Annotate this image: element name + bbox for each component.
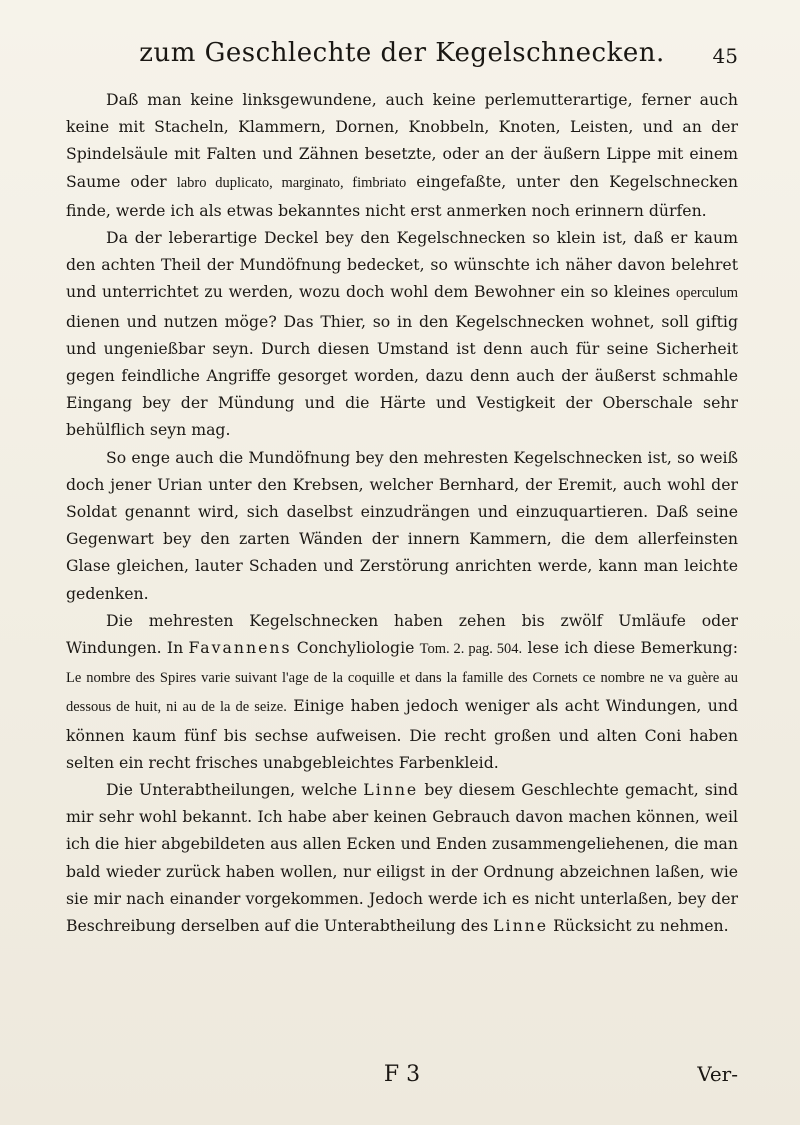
running-title: zum Geschlechte der Kegelschnecken. bbox=[139, 38, 665, 68]
paragraph-4-text-c: lese ich diese Bemerkung: bbox=[522, 638, 738, 658]
paragraph-2 bbox=[66, 224, 738, 444]
body-text bbox=[66, 86, 738, 939]
paragraph-4-author: Favannens bbox=[188, 638, 292, 658]
paragraph-2-text-a: Da der leberartige Deckel bey den Kegelschnecken so klein ist, daß er kaum den achten Theil der Mundöfnung bedecket, so wünschte ich näher davon belehret und unterrichtet zu werden, wozu doch wohl dem Bewohner ein so kleines bbox=[66, 228, 738, 302]
paragraph-1-latin: labro duplicato, marginato, fimbriato bbox=[176, 174, 407, 191]
paragraph-4-reference: Tom. 2. pag. 504. bbox=[419, 641, 523, 658]
paragraph-1 bbox=[66, 86, 738, 224]
paragraph-5-text-a: Die Unterabtheilungen, welche bbox=[106, 780, 364, 800]
paragraph-2-text-b: dienen und nutzen möge? Das Thier, so in den Kegelschnecken wohnet, soll giftig und ungenießbar seyn. Durch diesen Umstand ist denn auch für seine Sicherheit gegen feindliche Angriffe gesorget worden, dazu denn auch der äußerst schmahle Eingang bey der Mündung und die Härte und Vestigkeit der Oberschale sehr behülflich seyn mag. bbox=[66, 311, 738, 440]
paragraph-3 bbox=[66, 444, 738, 607]
page-number: 45 bbox=[712, 44, 738, 68]
paragraph-5-author-2: Linne bbox=[493, 916, 549, 936]
paragraph-4-text-d: Einige haben jedoch weniger als acht Windungen, und können kaum fünf bis sechse aufweisen. Die recht großen und alten Coni haben selten ein recht frisches unabgebleichtes Farbenkleid. bbox=[66, 696, 738, 772]
paragraph-4-text-a: Die mehresten Kegelschnecken haben zehen bis zwölf Umläufe oder Windungen. In bbox=[66, 610, 738, 658]
page-header bbox=[66, 38, 738, 78]
catchword: Ver- bbox=[697, 1062, 738, 1086]
signature-mark: F 3 bbox=[383, 1062, 421, 1087]
paragraph-5-author: Linne bbox=[363, 780, 419, 800]
paragraph-5-text-b: bey diesem Geschlechte gemacht, sind mir sehr wohl bekannt. Ich habe aber keinen Gebrauch davon machen können, weil ich die hier abgebildeten aus allen Ecken und Enden zusammengeliehenen, die man bald wieder zurück haben wollen, nur eiligst in der Ordnung abzeichnen laßen, wie sie mir nach einander vorgekommen. Jedoch werde ich es nicht unterlaßen, bey der Beschreibung derselben auf die Unterabtheilung des bbox=[66, 780, 738, 936]
paragraph-5-text-c: Rücksicht zu nehmen. bbox=[548, 916, 729, 936]
paragraph-4 bbox=[66, 607, 738, 776]
page-footer bbox=[66, 1062, 738, 1098]
paragraph-2-latin: operculum bbox=[675, 285, 738, 302]
paragraph-4-quote: Le nombre des Spires varie suivant l'age de la coquille et dans la famille des Cornets ce nombre ne va guère au dessous de huit, ni au de la de seize. bbox=[66, 670, 738, 716]
paragraph-3-text: So enge auch die Mundöfnung bey den mehresten Kegelschnecken ist, so weiß doch jener Urian unter den Krebsen, welcher Bernhard, der Eremit, auch wohl der Soldat genannt wird, sich daselbst einzudrängen und einzuquartieren. Daß seine Gegenwart bey den zarten Wänden der innern Kammern, die dem allerfeinsten Glase gleichen, lauter Schaden und Zerstörung anrichten werde, kann man leichte gedenken. bbox=[66, 447, 738, 603]
paragraph-1-text-a: Daß man keine linksgewundene, auch keine perlemutterartige, ferner auch keine mit Stacheln, Klammern, Dornen, Knobbeln, Knoten, Leisten, und an der Spindelsäule mit Falten und Zähnen besetzte, oder an der äußern Lippe mit einem Saume oder bbox=[66, 90, 738, 191]
paragraph-4-text-b: Conchyliologie bbox=[291, 638, 420, 658]
paragraph-1-text-b: eingefaßte, unter den Kegelschnecken finde, werde ich als etwas bekanntes nicht erst anmerken noch erinnern dürfen. bbox=[66, 171, 739, 220]
paragraph-5 bbox=[66, 776, 738, 939]
